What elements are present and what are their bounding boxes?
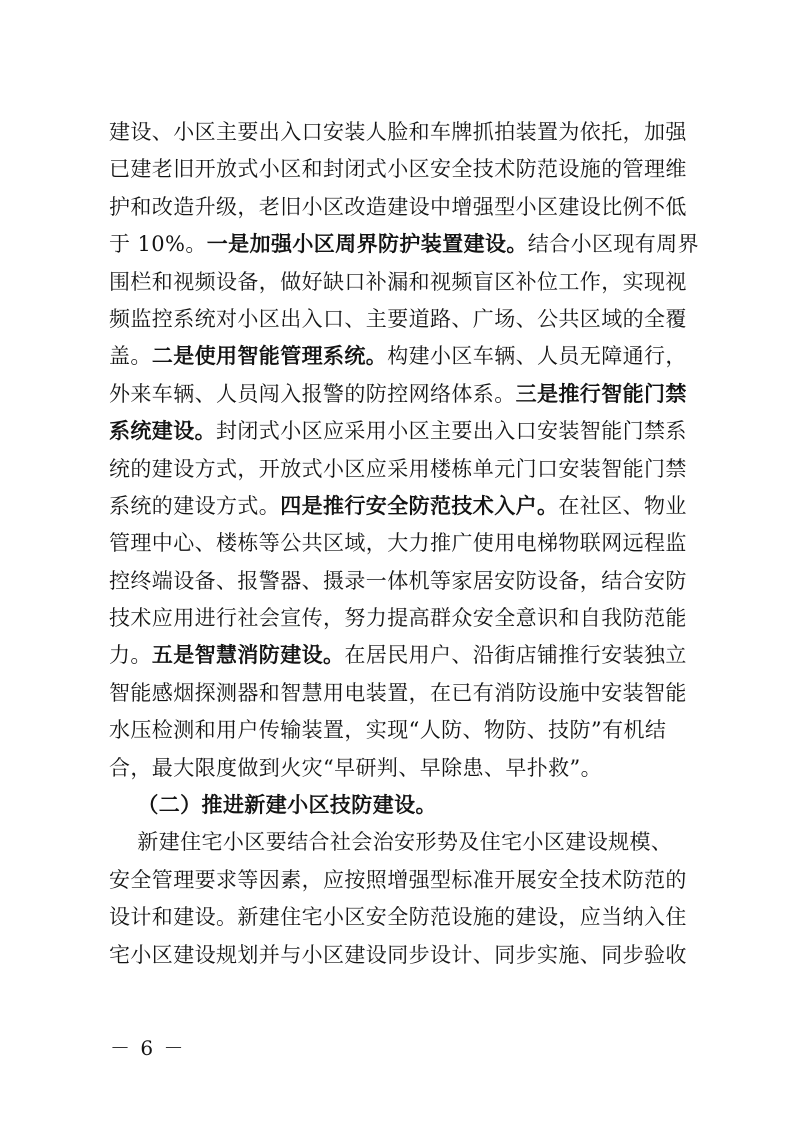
text-line [109, 824, 689, 861]
text-run: 合，最大限度做到火灾“早研判、早除患、早扑救”。 [109, 755, 603, 780]
bold-heading: 一是加强小区周界防护装置建设。 [206, 232, 528, 257]
text-line [109, 600, 689, 637]
text-line [109, 413, 689, 450]
text-line [109, 563, 689, 600]
text-line [109, 189, 689, 226]
text-line [109, 488, 689, 525]
bold-heading: 四是推行安全防范技术入户。 [280, 493, 559, 518]
text-run: 在居民用户、沿街店铺推行安装独立 [344, 643, 687, 668]
text-run: 设计和建设。新建住宅小区安全防范设施的建设，应当纳入住 [109, 905, 687, 930]
text-run: 力。 [109, 643, 152, 668]
text-run: 护和改造升级，老旧小区改造建设中增强型小区建设比例不低 [109, 194, 687, 219]
bold-heading: （二）推进新建小区技防建设。 [137, 793, 437, 818]
text-run: 控终端设备、报警器、摄录一体机等家居安防设备，结合安防 [109, 568, 687, 593]
text-line [109, 376, 689, 413]
text-run: 水压检测和用户传输装置，实现“人防、物防、技防”有机结 [109, 718, 667, 743]
text-run: 在社区、物业 [558, 493, 687, 518]
text-line [109, 712, 689, 749]
text-run: 技术应用进行社会宣传，努力提高群众安全意识和自我防范能 [109, 606, 687, 631]
text-line [109, 787, 689, 824]
text-run: 频监控系统对小区出入口、主要道路、广场、公共区域的全覆 [109, 306, 687, 331]
text-run: 构建小区车辆、人员无障通行， [387, 344, 687, 369]
text-run: 外来车辆、人员闯入报警的防控网络体系。 [109, 381, 516, 406]
bold-heading: 五是智慧消防建设。 [151, 643, 345, 668]
text-line [109, 750, 689, 787]
text-run: 围栏和视频设备，做好缺口补漏和视频盲区补位工作，实现视 [109, 269, 687, 294]
text-run: 新建住宅小区要结合社会治安形势及住宅小区建设规模、 [109, 830, 673, 855]
text-line [109, 937, 689, 974]
text-line [109, 675, 689, 712]
text-line [109, 338, 689, 375]
text-run [109, 793, 137, 817]
text-line [109, 226, 699, 263]
text-run: 智能感烟探测器和智慧用电装置，在已有消防设施中安装智能 [109, 680, 687, 705]
text-run: 已建老旧开放式小区和封闭式小区安全技术防范设施的管理维 [109, 157, 687, 182]
bold-heading: 二是使用智能管理系统。 [151, 344, 388, 369]
text-run: 建设、小区主要出入口安装人脸和车牌抓拍装置为依托，加强 [109, 120, 687, 144]
text-line [109, 637, 689, 674]
text-line [109, 114, 689, 151]
body-text [109, 114, 699, 974]
page-number: － 6 － [110, 1036, 186, 1060]
text-run: 统的建设方式，开放式小区应采用楼栋单元门口安装智能门禁 [109, 456, 687, 481]
text-line [109, 525, 689, 562]
text-line [109, 151, 689, 188]
text-run: 管理中心、楼栋等公共区域，大力推广使用电梯物联网远程监 [109, 531, 687, 556]
bold-heading: 系统建设。 [109, 419, 216, 444]
text-run: 安全管理要求等因素，应按照增强型标准开展安全技术防范的 [109, 867, 687, 892]
bold-heading: 三是推行智能门禁 [515, 381, 687, 406]
text-run: 宅小区建设规划并与小区建设同步设计、同步实施、同步验收 [109, 942, 687, 967]
text-line [109, 264, 689, 301]
text-line [109, 301, 689, 338]
text-line [109, 899, 689, 936]
text-run: 封闭式小区应采用小区主要出入口安装智能门禁系 [216, 419, 687, 444]
text-run: 于 10%。 [109, 232, 207, 257]
text-run: 盖。 [109, 344, 152, 369]
text-line [109, 862, 689, 899]
text-run: 结合小区现有周界 [527, 232, 699, 257]
text-line [109, 451, 689, 488]
text-run: 系统的建设方式。 [109, 493, 281, 518]
